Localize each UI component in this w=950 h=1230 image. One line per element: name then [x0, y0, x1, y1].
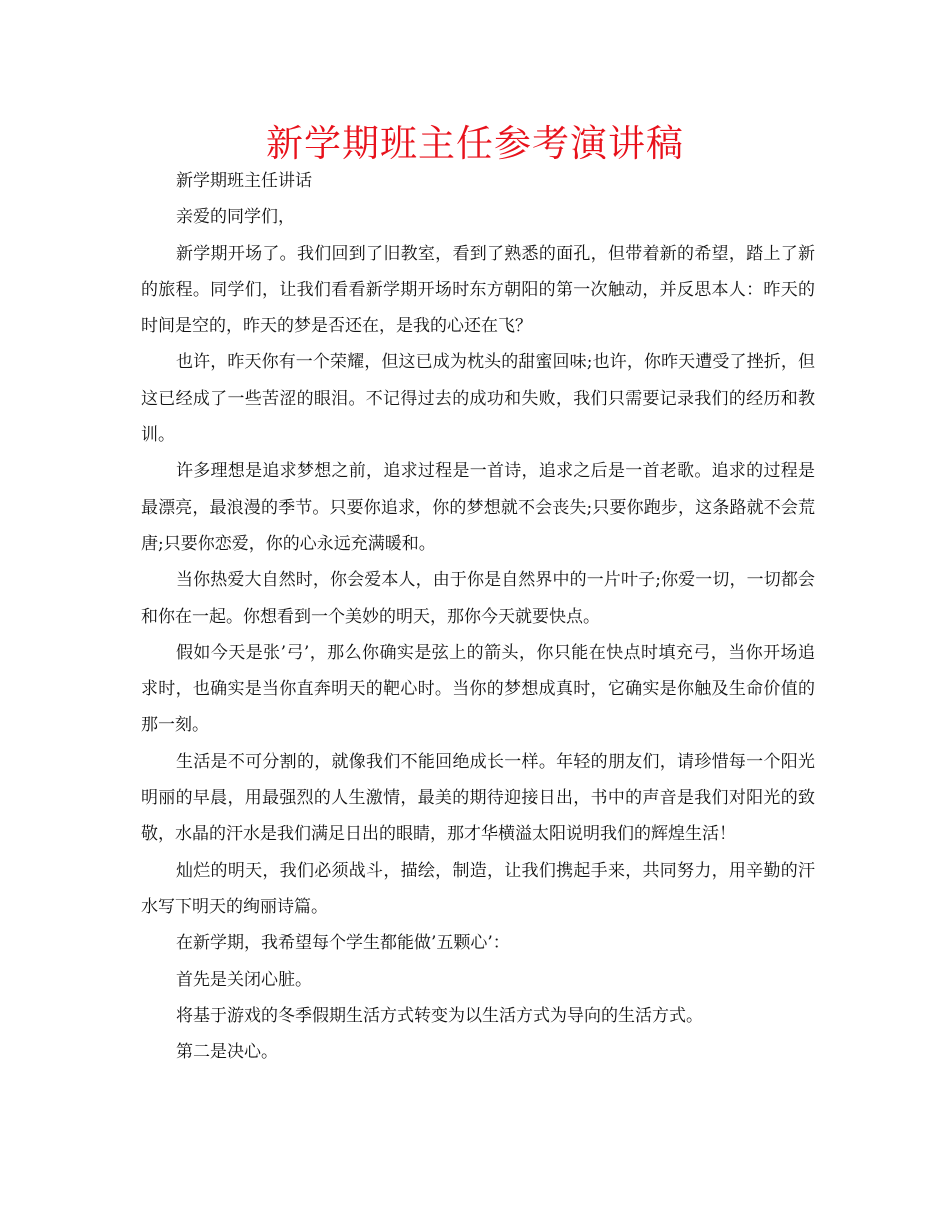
paragraph: 许多理想是追求梦想之前，追求过程是一首诗，追求之后是一首老歌。追求的过程是最漂亮，最浪漫的季节。只要你追求，你的梦想就不会丧失;只要你跑步，这条路就不会荒唐;只要你恋爱，你的心永远充满暖和。	[141, 461, 815, 554]
paragraph: 首先是关闭心脏。	[176, 969, 312, 990]
paragraph: 在新学期，我希望每个学生都能做’五颗心’：	[176, 933, 510, 954]
paragraph: 生活是不可分割的，就像我们不能回绝成长一样。年轻的朋友们，请珍惜每一个阳光明丽的早晨，用最强烈的人生激情，最美的期待迎接日出，书中的声音是我们对阳光的致敬，水晶的汗水是我们满足日出的眼睛，那才华横溢太阳说明我们的辉煌生活！	[141, 751, 815, 845]
paragraph: 灿烂的明天，我们必须战斗，描绘，制造，让我们携起手来，共同努力，用辛勤的汗水写下明天的绚丽诗篇。	[141, 860, 815, 917]
paragraph: 当你热爱大自然时，你会爱本人，由于你是自然界中的一片叶子;你爱一切，一切都会和你在一起。你想看到一个美妙的明天，那你今天就要快点。	[141, 570, 815, 627]
paragraph: 也许，昨天你有一个荣耀，但这已成为枕头的甜蜜回味;也许，你昨天遭受了挫折，但这已经成了一些苦涩的眼泪。不记得过去的成功和失败，我们只需要记录我们的经历和教训。	[141, 352, 815, 446]
document-body	[141, 163, 815, 1070]
paragraph: 假如今天是张’弓’，那么你确实是弦上的箭头，你只能在快点时填充弓，当你开场追求时，也确实是当你直奔明天的靶心时。当你的梦想成真时，它确实是你触及生命价值的那一刻。	[141, 642, 815, 736]
paragraph: 新学期班主任讲话	[176, 171, 312, 191]
paragraph: 亲爱的同学们，	[176, 207, 295, 228]
paragraph: 新学期开场了。我们回到了旧教室，看到了熟悉的面孔，但带着新的希望，踏上了新的旅程。同学们，让我们看看新学期开场时东方朝阳的第一次触动，并反思本人：昨天的时间是空的，昨天的梦是否还在，是我的心还在飞？	[141, 243, 815, 337]
paragraph: 将基于游戏的冬季假期生活方式转变为以生活方式为导向的生活方式。	[176, 1005, 703, 1026]
document-title: 新学期班主任参考演讲稿	[266, 122, 684, 165]
paragraph: 第二是决心。	[176, 1042, 278, 1063]
